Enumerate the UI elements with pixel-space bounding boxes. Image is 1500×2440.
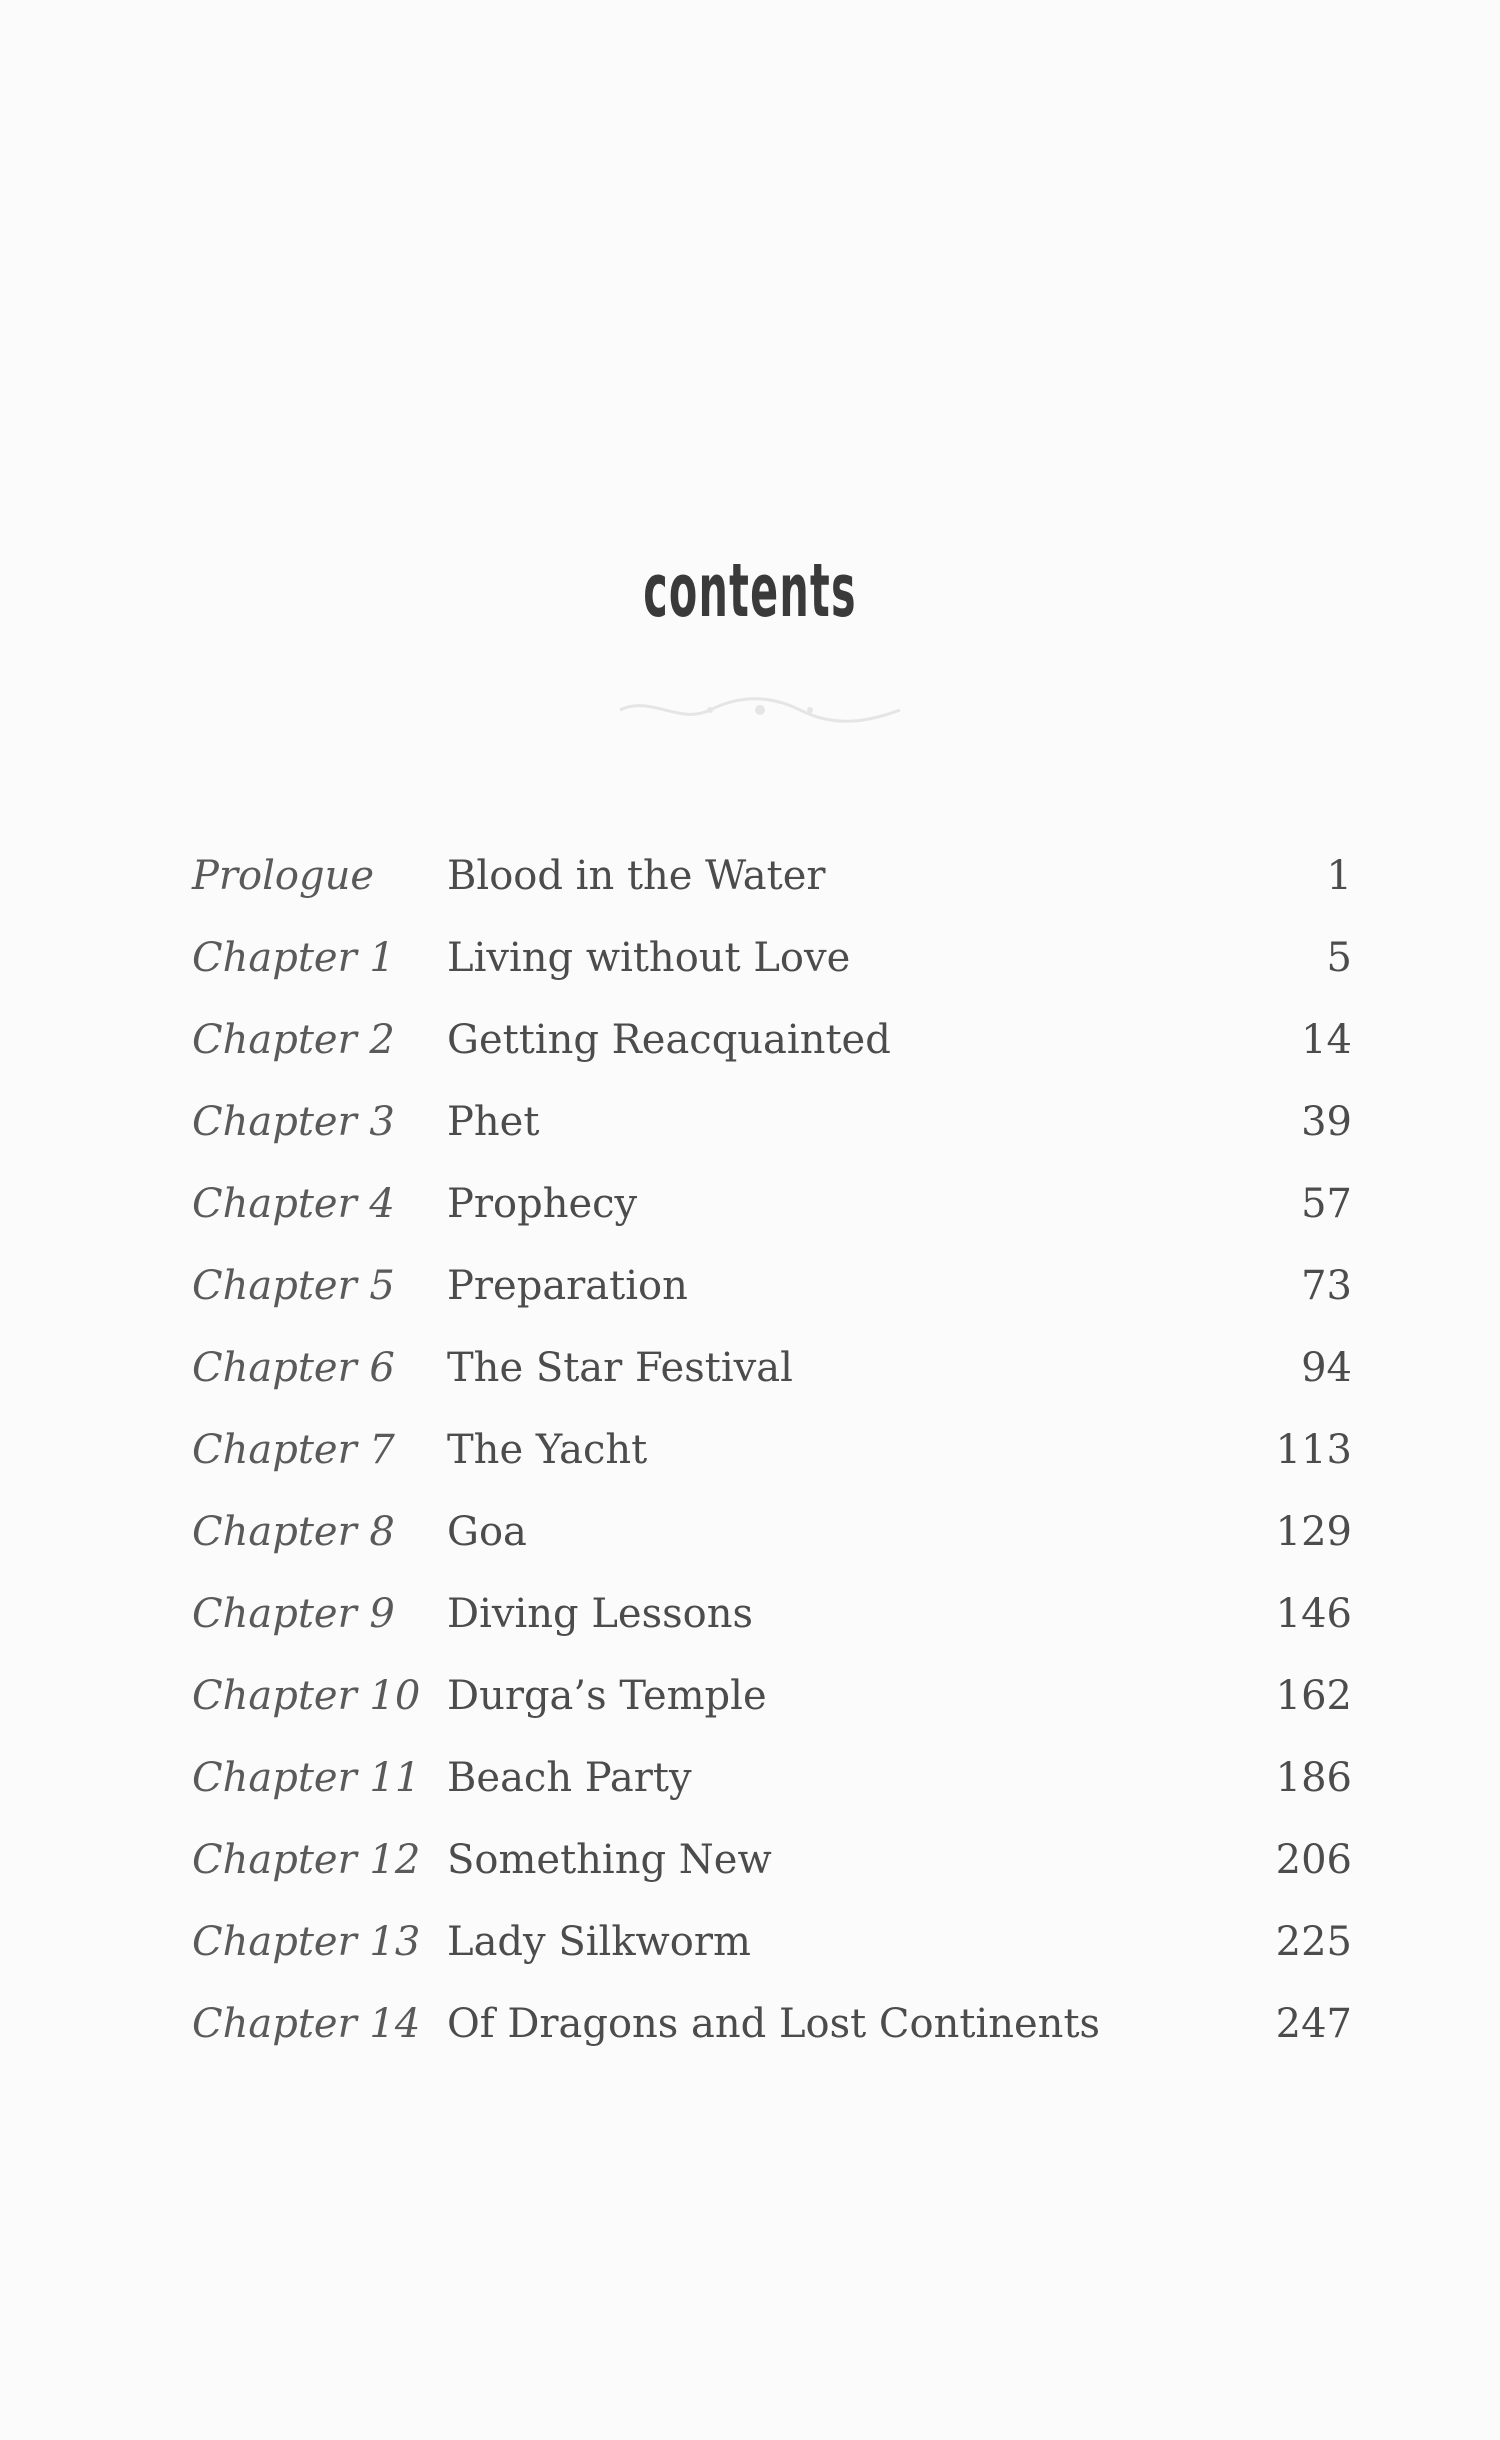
page-number: 113 <box>1275 1427 1352 1473</box>
chapter-title: Phet <box>447 1099 540 1145</box>
page-number: 1 <box>1326 853 1352 899</box>
toc-row[interactable] <box>192 917 1352 999</box>
chapter-label: Prologue <box>192 853 375 899</box>
page-number: 247 <box>1275 2001 1352 2047</box>
chapter-title: The Star Festival <box>447 1345 793 1391</box>
toc-row[interactable] <box>192 1163 1352 1245</box>
page-number: 94 <box>1301 1345 1352 1391</box>
page-number: 57 <box>1301 1181 1352 1227</box>
toc-row[interactable] <box>192 1327 1352 1409</box>
page-number: 39 <box>1301 1099 1352 1145</box>
chapter-label: Chapter 13 <box>192 1919 421 1965</box>
chapter-label: Chapter 6 <box>192 1345 395 1391</box>
page-number: 225 <box>1275 1919 1352 1965</box>
chapter-label: Chapter 2 <box>192 1017 395 1063</box>
chapter-label: Chapter 4 <box>192 1181 395 1227</box>
chapter-title: Goa <box>447 1509 527 1555</box>
chapter-title: Diving Lessons <box>447 1591 753 1637</box>
chapter-title: Lady Silkworm <box>447 1919 751 1965</box>
chapter-title: Something New <box>447 1837 772 1883</box>
chapter-label: Chapter 8 <box>192 1509 395 1555</box>
toc-row[interactable] <box>192 999 1352 1081</box>
chapter-label: Chapter 5 <box>192 1263 395 1309</box>
toc-row[interactable] <box>192 835 1352 917</box>
chapter-label: Chapter 7 <box>192 1427 395 1473</box>
chapter-title: Living without Love <box>447 935 851 981</box>
page-number: 14 <box>1301 1017 1352 1063</box>
chapter-label: Chapter 3 <box>192 1099 395 1145</box>
chapter-label: Chapter 10 <box>192 1673 421 1719</box>
chapter-label: Chapter 11 <box>192 1755 421 1801</box>
chapter-label: Chapter 1 <box>192 935 395 981</box>
page-number: 73 <box>1301 1263 1352 1309</box>
chapter-title: The Yacht <box>447 1427 648 1473</box>
chapter-label: Chapter 12 <box>192 1837 421 1883</box>
toc-row[interactable] <box>192 1081 1352 1163</box>
table-of-contents <box>192 835 1352 2065</box>
toc-row[interactable] <box>192 1737 1352 1819</box>
chapter-title: Preparation <box>447 1263 688 1309</box>
chapter-label: Chapter 14 <box>192 2001 421 2047</box>
page-number: 129 <box>1275 1509 1352 1555</box>
page-number: 206 <box>1275 1837 1352 1883</box>
chapter-label: Chapter 9 <box>192 1591 395 1637</box>
chapter-title: Durga’s Temple <box>447 1673 767 1719</box>
toc-row[interactable] <box>192 1655 1352 1737</box>
page-title: contents <box>643 548 857 634</box>
toc-row[interactable] <box>192 1409 1352 1491</box>
decorative-ornament <box>610 690 910 730</box>
chapter-title: Prophecy <box>447 1181 638 1227</box>
toc-row[interactable] <box>192 1491 1352 1573</box>
toc-row[interactable] <box>192 1901 1352 1983</box>
chapter-title: Getting Reacquainted <box>447 1017 891 1063</box>
chapter-title: Of Dragons and Lost Continents <box>447 2001 1101 2047</box>
page-number: 186 <box>1275 1755 1352 1801</box>
toc-row[interactable] <box>192 1819 1352 1901</box>
toc-row[interactable] <box>192 1573 1352 1655</box>
chapter-title: Beach Party <box>447 1755 692 1801</box>
page-number: 162 <box>1275 1673 1352 1719</box>
page-number: 5 <box>1326 935 1352 981</box>
chapter-title: Blood in the Water <box>447 853 826 899</box>
toc-row[interactable] <box>192 1983 1352 2065</box>
toc-row[interactable] <box>192 1245 1352 1327</box>
page-number: 146 <box>1275 1591 1352 1637</box>
